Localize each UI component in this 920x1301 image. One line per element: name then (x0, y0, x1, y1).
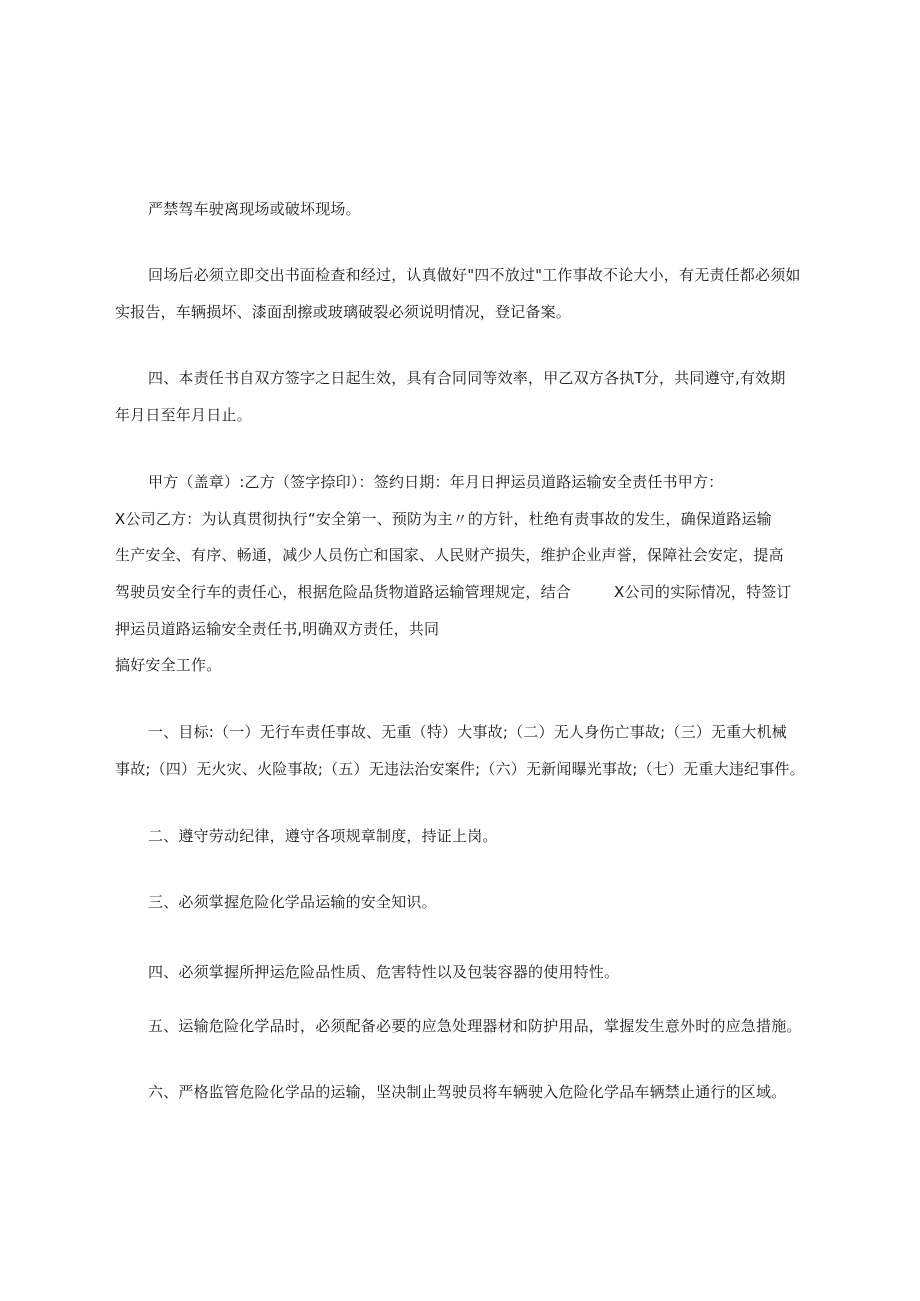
text-line-5: 年月日至年月日止。 (115, 406, 252, 424)
text-line-13: 一、目标:（一）无行车责任事故、无重（特）大事故;（二）无人身伤亡事故;（三）无重大机械 (148, 723, 787, 741)
text-line-1: 严禁驾车驶离现场或破坏现场。 (148, 200, 361, 218)
text-line-15: 二、遵守劳动纪律，遵守各项规章制度，持证上岗。 (148, 827, 498, 845)
text-line-12: 搞好安全工作。 (115, 656, 222, 674)
text-line-3: 实报告，车辆损坏、漆面刮擦或玻璃破裂必须说明情况，登记备案。 (115, 303, 572, 321)
text-line-18: 五、运输危险化学品时，必须配备必要的应急处理器材和防护用品，掌握发生意外时的应急措施。 (148, 1017, 802, 1035)
text-line-2: 回场后必须立即交出书面检查和经过，认真做好"四不放过"工作事故不论大小，有无责任都必须如 (148, 266, 801, 284)
text-line-4: 四、本责任书自双方签字之日起生效，具有合同同等效率，甲乙双方各执T分，共同遵守,有效期 (148, 369, 786, 387)
text-line-7: X公司乙方：为认真贯彻执行“安全第一、预防为主〃的方针，杜绝有责事故的发生，确保道路运输 (115, 510, 772, 528)
text-line-8: 生产安全、有序、畅通，减少人员伤亡和国家、人民财产损失，维护企业声誉，保障社会安定，提高 (115, 546, 784, 564)
text-line-19: 六、严格监管危险化学品的运输，坚决制止驾驶员将车辆驶入危险化学品车辆禁止通行的区域。 (148, 1083, 787, 1101)
text-line-6: 甲方（盖章）:乙方（签字捺印）：签约日期：年月日押运员道路运输安全责任书甲方： (148, 473, 724, 491)
text-line-9: 驾驶员安全行车的责任心，根据危险品货物道路运输管理规定，结合 (115, 583, 572, 601)
text-line-10: X公司的实际情况，特签订 (614, 583, 792, 601)
text-line-17: 四、必须掌握所押运危险品性质、危害特性以及包装容器的使用特性。 (148, 963, 620, 981)
text-line-14: 事故;（四）无火灾、火险事故;（五）无违法治安案件;（六）无新闻曝光事故;（七）无重大违纪事件。 (115, 760, 805, 778)
text-line-16: 三、必须掌握危险化学品运输的安全知识。 (148, 893, 437, 911)
text-line-11: 押运员道路运输安全责任书,明确双方责任，共同 (115, 620, 440, 638)
